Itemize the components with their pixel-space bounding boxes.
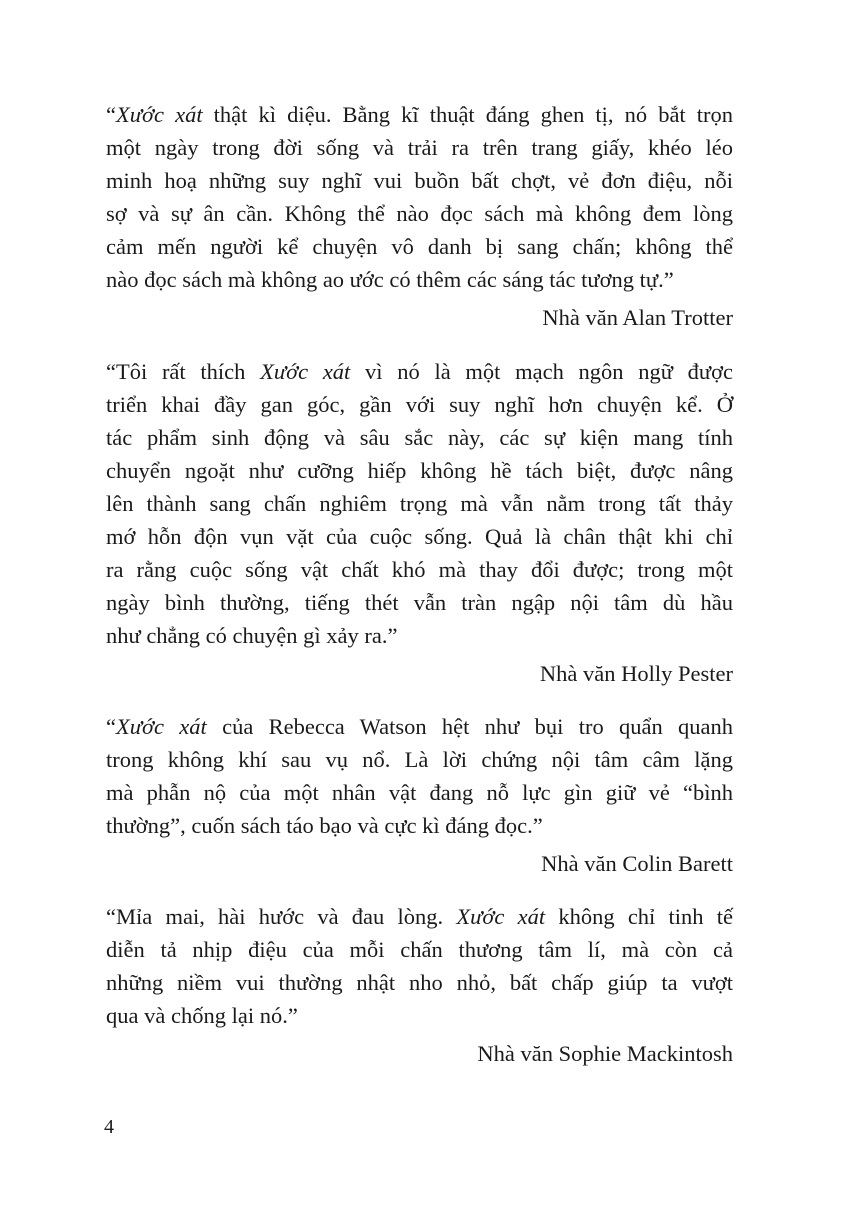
quote-text: mà phẫn nộ của một nhân vật đang nỗ lực gìn giữ vẻ “bình [106, 780, 733, 805]
quote-text: vì nó là một mạch ngôn ngữ được [350, 359, 734, 384]
quote-line [106, 743, 733, 776]
quote-line [106, 487, 733, 520]
quote-line [106, 197, 733, 230]
quote-line [106, 98, 733, 131]
quote-line [106, 553, 733, 586]
book-title: Xước xát [116, 714, 207, 739]
quote-attribution: Nhà văn Holly Pester [539, 661, 733, 686]
quote-line [106, 131, 733, 164]
quote-text: lên thành sang chấn nghiêm trọng mà vẫn nằm trong tất thảy [106, 491, 733, 516]
book-title: Xước xát [116, 102, 203, 127]
quote-line [106, 809, 733, 842]
quote-text: triển khai đầy gan góc, gần với suy nghĩ hơn chuyện kể. Ở [106, 392, 733, 417]
quote-line [106, 263, 733, 296]
quote-text: ra rằng cuộc sống vật chất khó mà thay đổi được; trong một [106, 557, 733, 582]
quote-line [106, 900, 733, 933]
quote-text: một ngày trong đời sống và trải ra trên trang giấy, khéo léo [106, 135, 733, 160]
quote-text: cảm mến người kể chuyện vô danh bị sang chấn; không thể [106, 234, 733, 259]
quote-line [106, 454, 733, 487]
page-number: 4 [104, 1116, 114, 1138]
quote-line [106, 710, 733, 743]
quote-text: không chỉ tinh tế [545, 904, 734, 929]
quote-text: diễn tả nhịp điệu của mỗi chấn thương tâm lí, mà còn cả [106, 937, 733, 962]
quote-line [106, 776, 733, 809]
blurb-quote [106, 900, 733, 1070]
book-title: Xước xát [456, 904, 546, 929]
quote-text: qua và chống lại nó.” [106, 1003, 298, 1028]
quote-line [106, 619, 733, 652]
quote-text: trong không khí sau vụ nổ. Là lời chứng nội tâm câm lặng [106, 747, 733, 772]
quote-text: thật kì diệu. Bằng kĩ thuật đáng ghen tị, nó bắt trọn [202, 102, 734, 127]
quote-line [106, 520, 733, 553]
quote-text: sợ và sự ân cần. Không thể nào đọc sách mà không đem lòng [106, 201, 733, 226]
quote-line [106, 230, 733, 263]
blurb-quote [106, 710, 733, 880]
quote-line [106, 388, 733, 421]
quote-text: như chẳng có chuyện gì xảy ra.” [106, 623, 398, 648]
quote-line [106, 586, 733, 619]
quote-text: của Rebecca Watson hệt như bụi tro quẩn quanh [206, 714, 733, 739]
quote-line [106, 999, 733, 1032]
quote-text: mớ hỗn độn vụn vặt của cuộc sống. Quả là chân thật khi chỉ [106, 524, 733, 549]
blurb-quote [106, 355, 733, 690]
quote-text: những niềm vui thường nhật nho nhỏ, bất chấp giúp ta vượt [106, 970, 733, 995]
quote-text: nào đọc sách mà không ao ước có thêm các sáng tác tương tự.” [106, 267, 674, 292]
quote-line [106, 164, 733, 197]
quote-text: tác phẩm sinh động và sâu sắc này, các sự kiện mang tính [106, 425, 733, 450]
quote-text: chuyển ngoặt như cưỡng hiếp không hề tách biệt, được nâng [106, 458, 733, 483]
blurb-quote [106, 98, 733, 334]
quote-text: thường”, cuốn sách táo bạo và cực kì đáng đọc.” [106, 813, 543, 838]
quote-line [106, 933, 733, 966]
quote-text: “Tôi rất thích [106, 359, 261, 384]
quote-attribution: Nhà văn Colin Barett [541, 851, 733, 876]
quote-text: “ [106, 102, 116, 127]
quote-text: “Mỉa mai, hài hước và đau lòng. [106, 904, 457, 929]
quote-attribution: Nhà văn Sophie Mackintosh [477, 1041, 733, 1066]
quote-text: ngày bình thường, tiếng thét vẫn tràn ngập nội tâm dù hầu [106, 590, 733, 615]
quote-line [106, 966, 733, 999]
book-title: Xước xát [260, 359, 351, 384]
quote-line [106, 421, 733, 454]
quote-line [106, 355, 733, 388]
quote-text: minh hoạ những suy nghĩ vui buồn bất chợt, vẻ đơn điệu, nỗi [106, 168, 733, 193]
quote-attribution: Nhà văn Alan Trotter [542, 305, 733, 330]
quote-text: “ [106, 714, 116, 739]
